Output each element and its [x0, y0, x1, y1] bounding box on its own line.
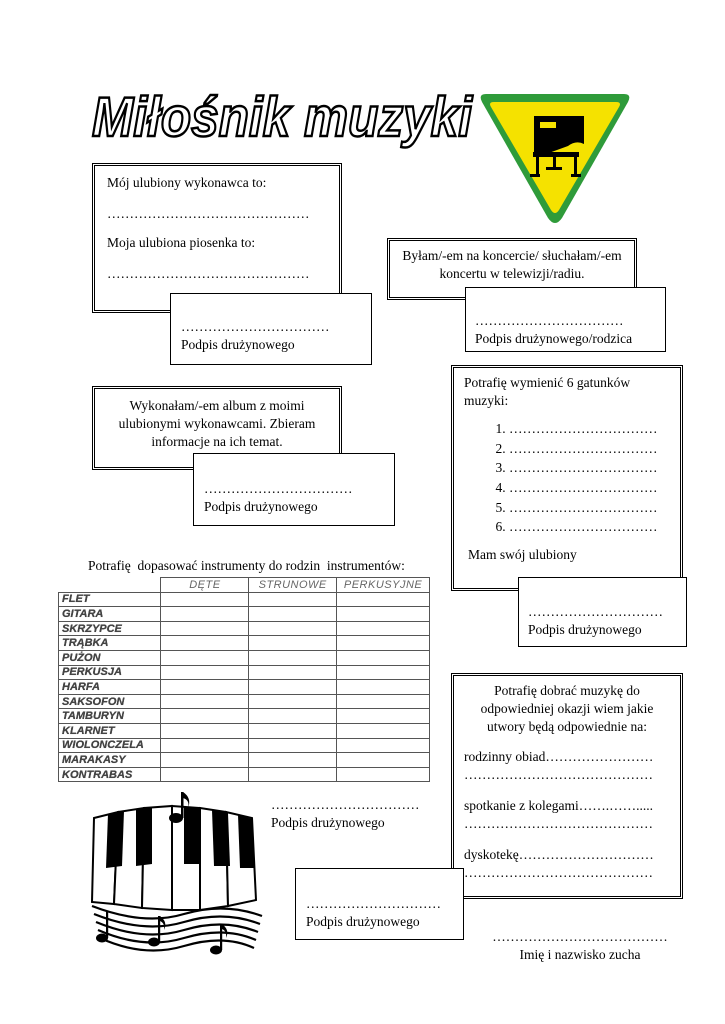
answer-cell[interactable] [337, 665, 430, 680]
instrument-name: TAMBURYN [59, 709, 161, 724]
signature-label: Podpis drużynowego [528, 622, 642, 637]
signature-box-3 [193, 453, 395, 526]
answer-cell[interactable] [249, 723, 337, 738]
answer-cell[interactable] [337, 753, 430, 768]
instrument-name: FLET [59, 592, 161, 607]
answer-cell[interactable] [161, 607, 249, 622]
answer-cell[interactable] [249, 650, 337, 665]
genre-field[interactable]: 1. …………………………… [509, 420, 670, 440]
answer-cell[interactable] [249, 621, 337, 636]
answer-cell[interactable] [161, 767, 249, 782]
signature-field[interactable]: …………………………… [204, 481, 353, 496]
genres-heading: Potrafię wymienić 6 gatunków muzyki: [464, 375, 631, 408]
signature-label: Podpis drużynowego [204, 499, 318, 514]
occasion-friends-meeting[interactable]: spotkanie z kolegami…….……..... [464, 798, 653, 813]
signature-box-4 [518, 577, 687, 647]
answer-cell[interactable] [161, 680, 249, 695]
footer-name-block [478, 928, 682, 964]
table-row [59, 738, 430, 753]
title-text: Miłośnik muzyki [92, 85, 474, 148]
name-field[interactable]: ………………………………… [492, 929, 668, 944]
occasion-disco[interactable]: dyskotekę………………………… [464, 847, 654, 862]
signature-field[interactable]: …………………………… [475, 313, 624, 328]
genres-box [451, 365, 683, 591]
instrument-name: MARAKASY [59, 753, 161, 768]
instrument-name: HARFA [59, 680, 161, 695]
answer-cell[interactable] [249, 592, 337, 607]
instruments-heading: Potrafię dopasować instrumenty do rodzin instrumentów: [88, 558, 405, 573]
genre-field[interactable]: 2. …………………………… [509, 440, 670, 460]
signature-field[interactable]: ………………………… [306, 896, 441, 911]
answer-cell[interactable] [249, 767, 337, 782]
performer-field[interactable]: ……………………………………… [107, 206, 310, 221]
column-header: PERKUSYJNE [337, 578, 430, 593]
answer-cell[interactable] [249, 709, 337, 724]
instrument-name: TRĄBKA [59, 636, 161, 651]
signature-box-2 [465, 287, 666, 352]
song-field[interactable]: ……………………………………… [107, 266, 310, 281]
answer-cell[interactable] [161, 665, 249, 680]
table-row [59, 621, 430, 636]
answer-cell[interactable] [337, 650, 430, 665]
occasion-field[interactable]: …………………………………… [464, 767, 653, 782]
page-title [88, 80, 478, 150]
answer-cell[interactable] [161, 709, 249, 724]
signature-label: Podpis drużynowego [181, 337, 295, 352]
answer-cell[interactable] [337, 738, 430, 753]
table-row [59, 680, 430, 695]
instrument-name: PERKUSJA [59, 665, 161, 680]
instrument-name: SKRZYPCE [59, 621, 161, 636]
table-row [59, 723, 430, 738]
occasion-field[interactable]: …………………………………… [464, 865, 653, 880]
answer-cell[interactable] [161, 694, 249, 709]
corner-cell [59, 578, 161, 593]
table-row [59, 767, 430, 782]
title-graphic [88, 80, 478, 150]
genre-field[interactable]: 4. …………………………… [509, 479, 670, 499]
answer-cell[interactable] [161, 650, 249, 665]
concert-text: Byłam/-em na koncercie/ słuchałam/-em koncertu w telewizji/radiu. [402, 248, 622, 281]
answer-cell[interactable] [249, 607, 337, 622]
favorite-performer-box [92, 163, 342, 313]
signature-label: Podpis drużynowego [306, 914, 420, 929]
answer-cell[interactable] [161, 592, 249, 607]
album-text: Wykonałam/-em album z moimi ulubionymi wykonawcami. Zbieram informacje na ich temat. [118, 398, 316, 449]
signature-label: Podpis drużynowego/rodzica [475, 331, 633, 346]
signature-label: Podpis drużynowego [271, 815, 385, 830]
answer-cell[interactable] [249, 680, 337, 695]
genre-field[interactable]: 3. …………………………… [509, 459, 670, 479]
answer-cell[interactable] [337, 680, 430, 695]
table-row [59, 665, 430, 680]
column-header: STRUNOWE [249, 578, 337, 593]
signature-field[interactable]: ………………………… [528, 604, 663, 619]
instrument-name: PUŻON [59, 650, 161, 665]
instrument-name: GITARA [59, 607, 161, 622]
answer-cell[interactable] [337, 592, 430, 607]
instrument-name: KLARNET [59, 723, 161, 738]
signature-box-1 [170, 293, 372, 365]
signature-field[interactable]: …………………………… [271, 797, 420, 812]
instrument-name: KONTRABAS [59, 767, 161, 782]
instrument-name: SAKSOFON [59, 694, 161, 709]
answer-cell[interactable] [249, 665, 337, 680]
occasion-box [451, 673, 683, 899]
genre-field[interactable]: 5. …………………………… [509, 499, 670, 519]
genres-list [464, 420, 670, 538]
answer-cell[interactable] [161, 738, 249, 753]
answer-cell[interactable] [161, 753, 249, 768]
answer-cell[interactable] [337, 694, 430, 709]
answer-cell[interactable] [161, 621, 249, 636]
table-row [59, 650, 430, 665]
table-row [59, 694, 430, 709]
instruments-table [58, 577, 430, 782]
performer-label: Mój ulubiony wykonawca to: [107, 175, 267, 190]
answer-cell[interactable] [337, 607, 430, 622]
answer-cell[interactable] [249, 694, 337, 709]
table-header-row [59, 578, 430, 593]
answer-cell[interactable] [249, 738, 337, 753]
table-row [59, 753, 430, 768]
occasion-text: Potrafię dobrać muzykę do odpowiedniej okazji wiem jakie utwory będą odpowiednie na: [480, 683, 654, 734]
column-header: DĘTE [161, 578, 249, 593]
answer-cell[interactable] [337, 767, 430, 782]
favorite-genre-label: Mam swój ulubiony [468, 547, 577, 563]
signature-block-5 [271, 796, 451, 832]
table-row [59, 636, 430, 651]
occasion-field[interactable]: …………………………………… [464, 816, 653, 831]
table-row [59, 709, 430, 724]
name-label: Imię i nazwisko zucha [519, 947, 641, 962]
answer-cell[interactable] [337, 723, 430, 738]
instrument-name: WIOLONCZELA [59, 738, 161, 753]
answer-cell[interactable] [249, 636, 337, 651]
answer-cell[interactable] [337, 621, 430, 636]
answer-cell[interactable] [337, 636, 430, 651]
table-row [59, 592, 430, 607]
signature-box-6 [295, 868, 464, 940]
signature-field[interactable]: …………………………… [181, 319, 330, 334]
genre-field[interactable]: 6. …………………………… [509, 518, 670, 538]
table-row [59, 607, 430, 622]
piano-keys-notes-icon [84, 788, 264, 960]
song-label: Moja ulubiona piosenka to: [107, 235, 256, 250]
answer-cell[interactable] [161, 723, 249, 738]
grand-piano-triangle-icon [476, 88, 634, 228]
answer-cell[interactable] [337, 709, 430, 724]
answer-cell[interactable] [249, 753, 337, 768]
answer-cell[interactable] [161, 636, 249, 651]
occasion-family-dinner[interactable]: rodzinny obiad…………………… [464, 749, 654, 764]
